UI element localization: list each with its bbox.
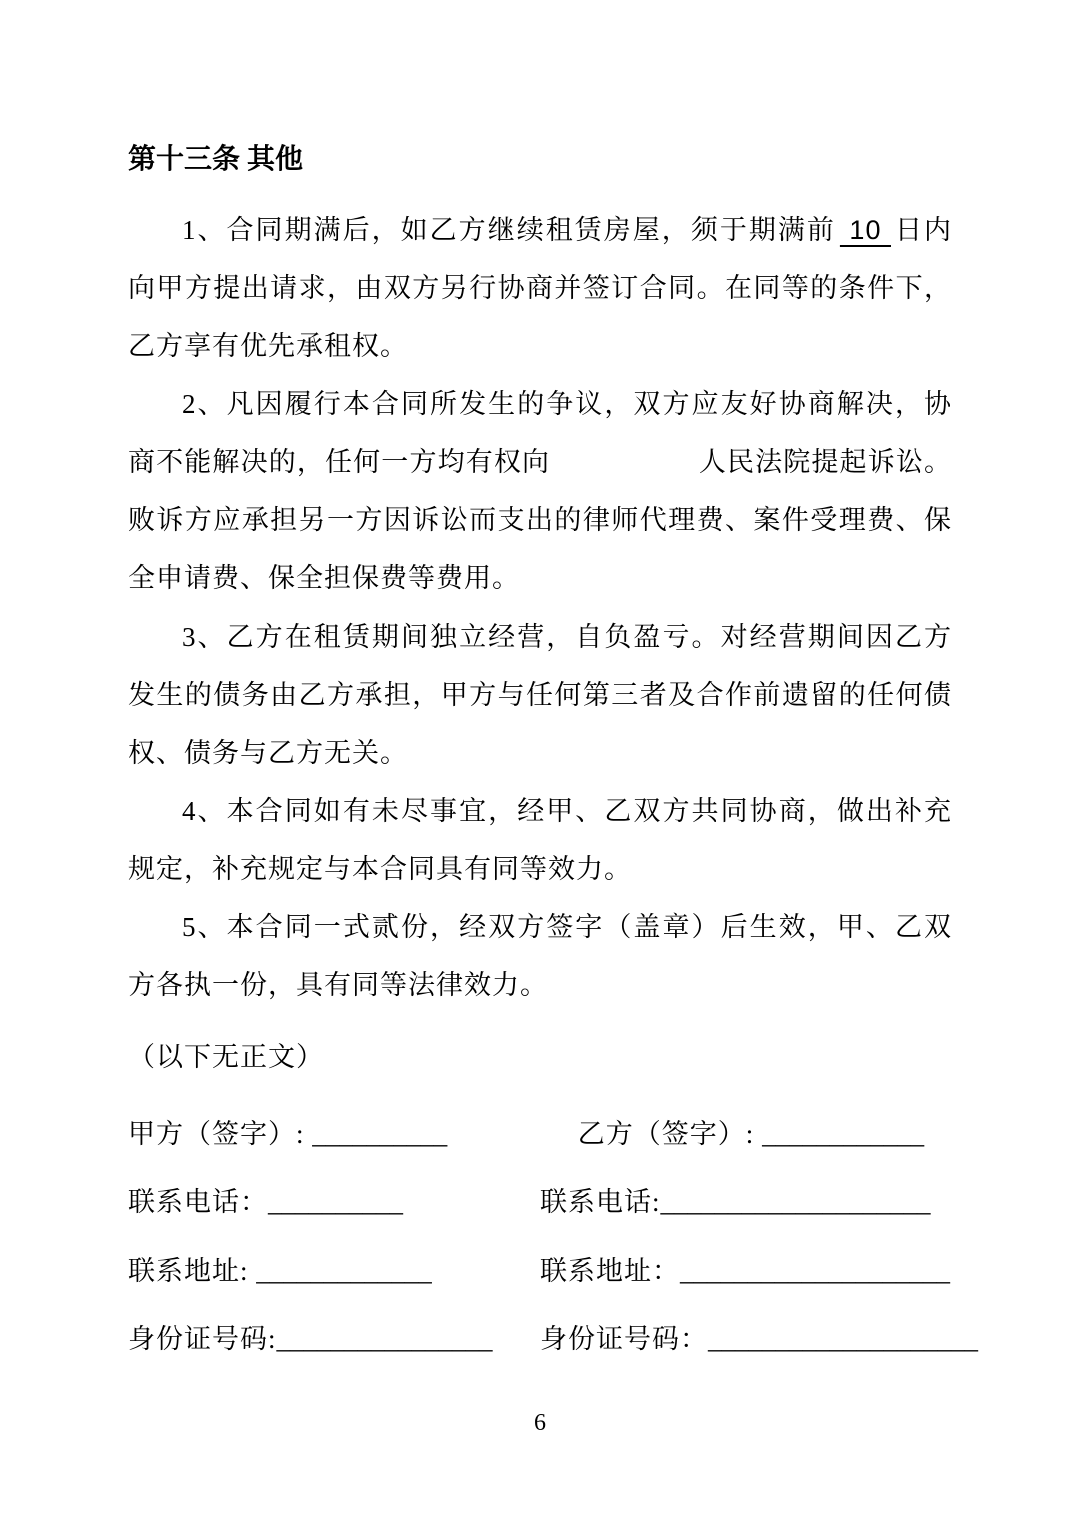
party-a-address-cell — [128, 1251, 540, 1292]
clause-2-text-pre: 2、凡因履行本合同所发生的争议，双方应友好协商解决，协商不能解决的，任何一方均有权向 — [128, 389, 952, 478]
party-a-address-line: _____________ — [256, 1255, 432, 1286]
clause-1-text-post: 日内向甲方提出请求，由双方另行协商并签订合同。在同等的条件下，乙方享有优先承租权。 — [128, 215, 953, 362]
article-heading: 第十三条 其他 — [128, 144, 304, 175]
clause-2-empty-blank — [550, 444, 699, 471]
party-a-id-cell — [128, 1319, 540, 1360]
clause-1 — [128, 201, 952, 375]
end-note: （以下无正文） — [128, 1041, 324, 1072]
signature-row-phone — [128, 1182, 952, 1223]
party-a-id-label: 身份证号码: — [128, 1324, 277, 1355]
party-b-id-cell — [540, 1319, 978, 1360]
clause-3: 3、乙方在租赁期间独立经营，自负盈亏。对经营期间因乙方发生的债务由乙方承担，甲方与任何第三者及合作前遗留的任何债权、债务与乙方无关。 — [128, 621, 952, 768]
clause-2-text-post: 人民法院提起诉讼。败诉方应承担另一方因诉讼而支出的律师代理费、案件受理费、保全申请费、保全担保费等费用。 — [128, 447, 952, 594]
clause-4: 4、本合同如有未尽事宜，经甲、乙双方共同协商，做出补充规定，补充规定与本合同具有同等效力。 — [128, 795, 952, 884]
party-b-address-cell — [540, 1251, 952, 1292]
clause-2 — [128, 375, 952, 607]
party-b-sign-label: 乙方（签字）: — [577, 1118, 763, 1149]
signature-row-id-number — [128, 1319, 978, 1360]
party-a-address-label: 联系地址: — [128, 1255, 257, 1286]
party-a-sign-cell — [128, 1114, 540, 1155]
party-b-phone-cell — [540, 1182, 952, 1223]
page-number: 6 — [534, 1410, 546, 1436]
party-b-phone-line: ____________________ — [660, 1187, 931, 1218]
signature-row-address — [128, 1251, 952, 1292]
party-b-id-label: 身份证号码： — [540, 1324, 708, 1355]
party-b-address-line: ____________________ — [680, 1255, 950, 1286]
party-b-address-label: 联系地址： — [540, 1255, 680, 1286]
party-b-phone-label: 联系电话: — [540, 1187, 661, 1218]
clause-1-text-pre: 1、合同期满后，如乙方继续租赁房屋，须于期满前 — [182, 215, 836, 246]
clause-5: 5、本合同一式贰份，经双方签字（盖章）后生效，甲、乙双方各执一份，具有同等法律效力。 — [128, 911, 952, 1000]
party-b-sign-line: ____________ — [762, 1118, 925, 1149]
party-a-phone-label: 联系电话： — [128, 1187, 268, 1218]
party-b-sign-cell — [540, 1114, 952, 1155]
clause-1-filled-blank: 10 — [839, 215, 891, 246]
party-a-phone-cell — [128, 1182, 540, 1223]
party-a-id-line: ________________ — [276, 1324, 493, 1355]
signature-row-sign — [128, 1114, 952, 1155]
party-a-sign-line: __________ — [312, 1118, 448, 1149]
party-b-id-line: ____________________ — [708, 1324, 978, 1355]
party-a-phone-line: __________ — [268, 1187, 403, 1218]
party-a-sign-label: 甲方（签字）: — [128, 1118, 313, 1149]
